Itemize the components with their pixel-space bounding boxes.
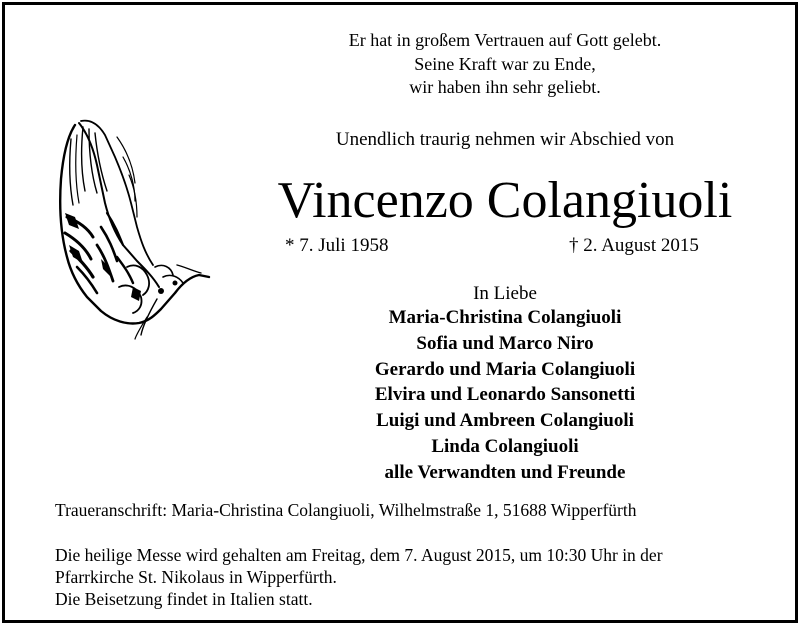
mourners-heading: In Liebe [473, 283, 537, 304]
condolence-address: Traueranschrift: Maria-Christina Colangiuoli, Wilhelmstraße 1, 51688 Wipperfürth [55, 500, 637, 520]
service-line-2: Pfarrkirche St. Nikolaus in Wipperfürth. [55, 567, 337, 587]
mourner-name: alle Verwandten und Freunde [384, 461, 626, 483]
farewell-intro: Unendlich traurig nehmen wir Abschied von [335, 129, 675, 150]
mourner-name: Maria-Christina Colangiuoli [388, 307, 622, 328]
mourners-list [155, 305, 800, 486]
motto-line-1: Er hat in großem Vertrauen auf Gott gelebt. [348, 30, 662, 50]
birth-date: * 7. Juli 1958 [285, 235, 389, 256]
obituary-notice [2, 2, 798, 623]
mourner-name: Gerardo und Maria Colangiuoli [374, 358, 636, 380]
service-line-3: Die Beisetzung findet in Italien statt. [55, 589, 313, 609]
motto-line-2: Seine Kraft war zu Ende, [414, 53, 596, 74]
death-date: † 2. August 2015 [569, 235, 699, 256]
motto-verse [155, 29, 800, 100]
motto-line-3: wir haben ihn sehr geliebt. [409, 77, 601, 97]
deceased-name: Vincenzo Colangiuoli [277, 172, 733, 229]
service-line-1: Die heilige Messe wird gehalten am Freitag, dem 7. August 2015, um 10:30 Uhr in der [55, 545, 663, 565]
mourner-name: Sofia und Marco Niro [416, 332, 594, 354]
service-info [55, 544, 795, 610]
mourner-name: Elvira und Leonardo Sansonetti [374, 384, 636, 406]
mourner-name: Linda Colangiuoli [431, 435, 579, 457]
mourner-name: Luigi und Ambreen Colangiuoli [376, 410, 634, 432]
